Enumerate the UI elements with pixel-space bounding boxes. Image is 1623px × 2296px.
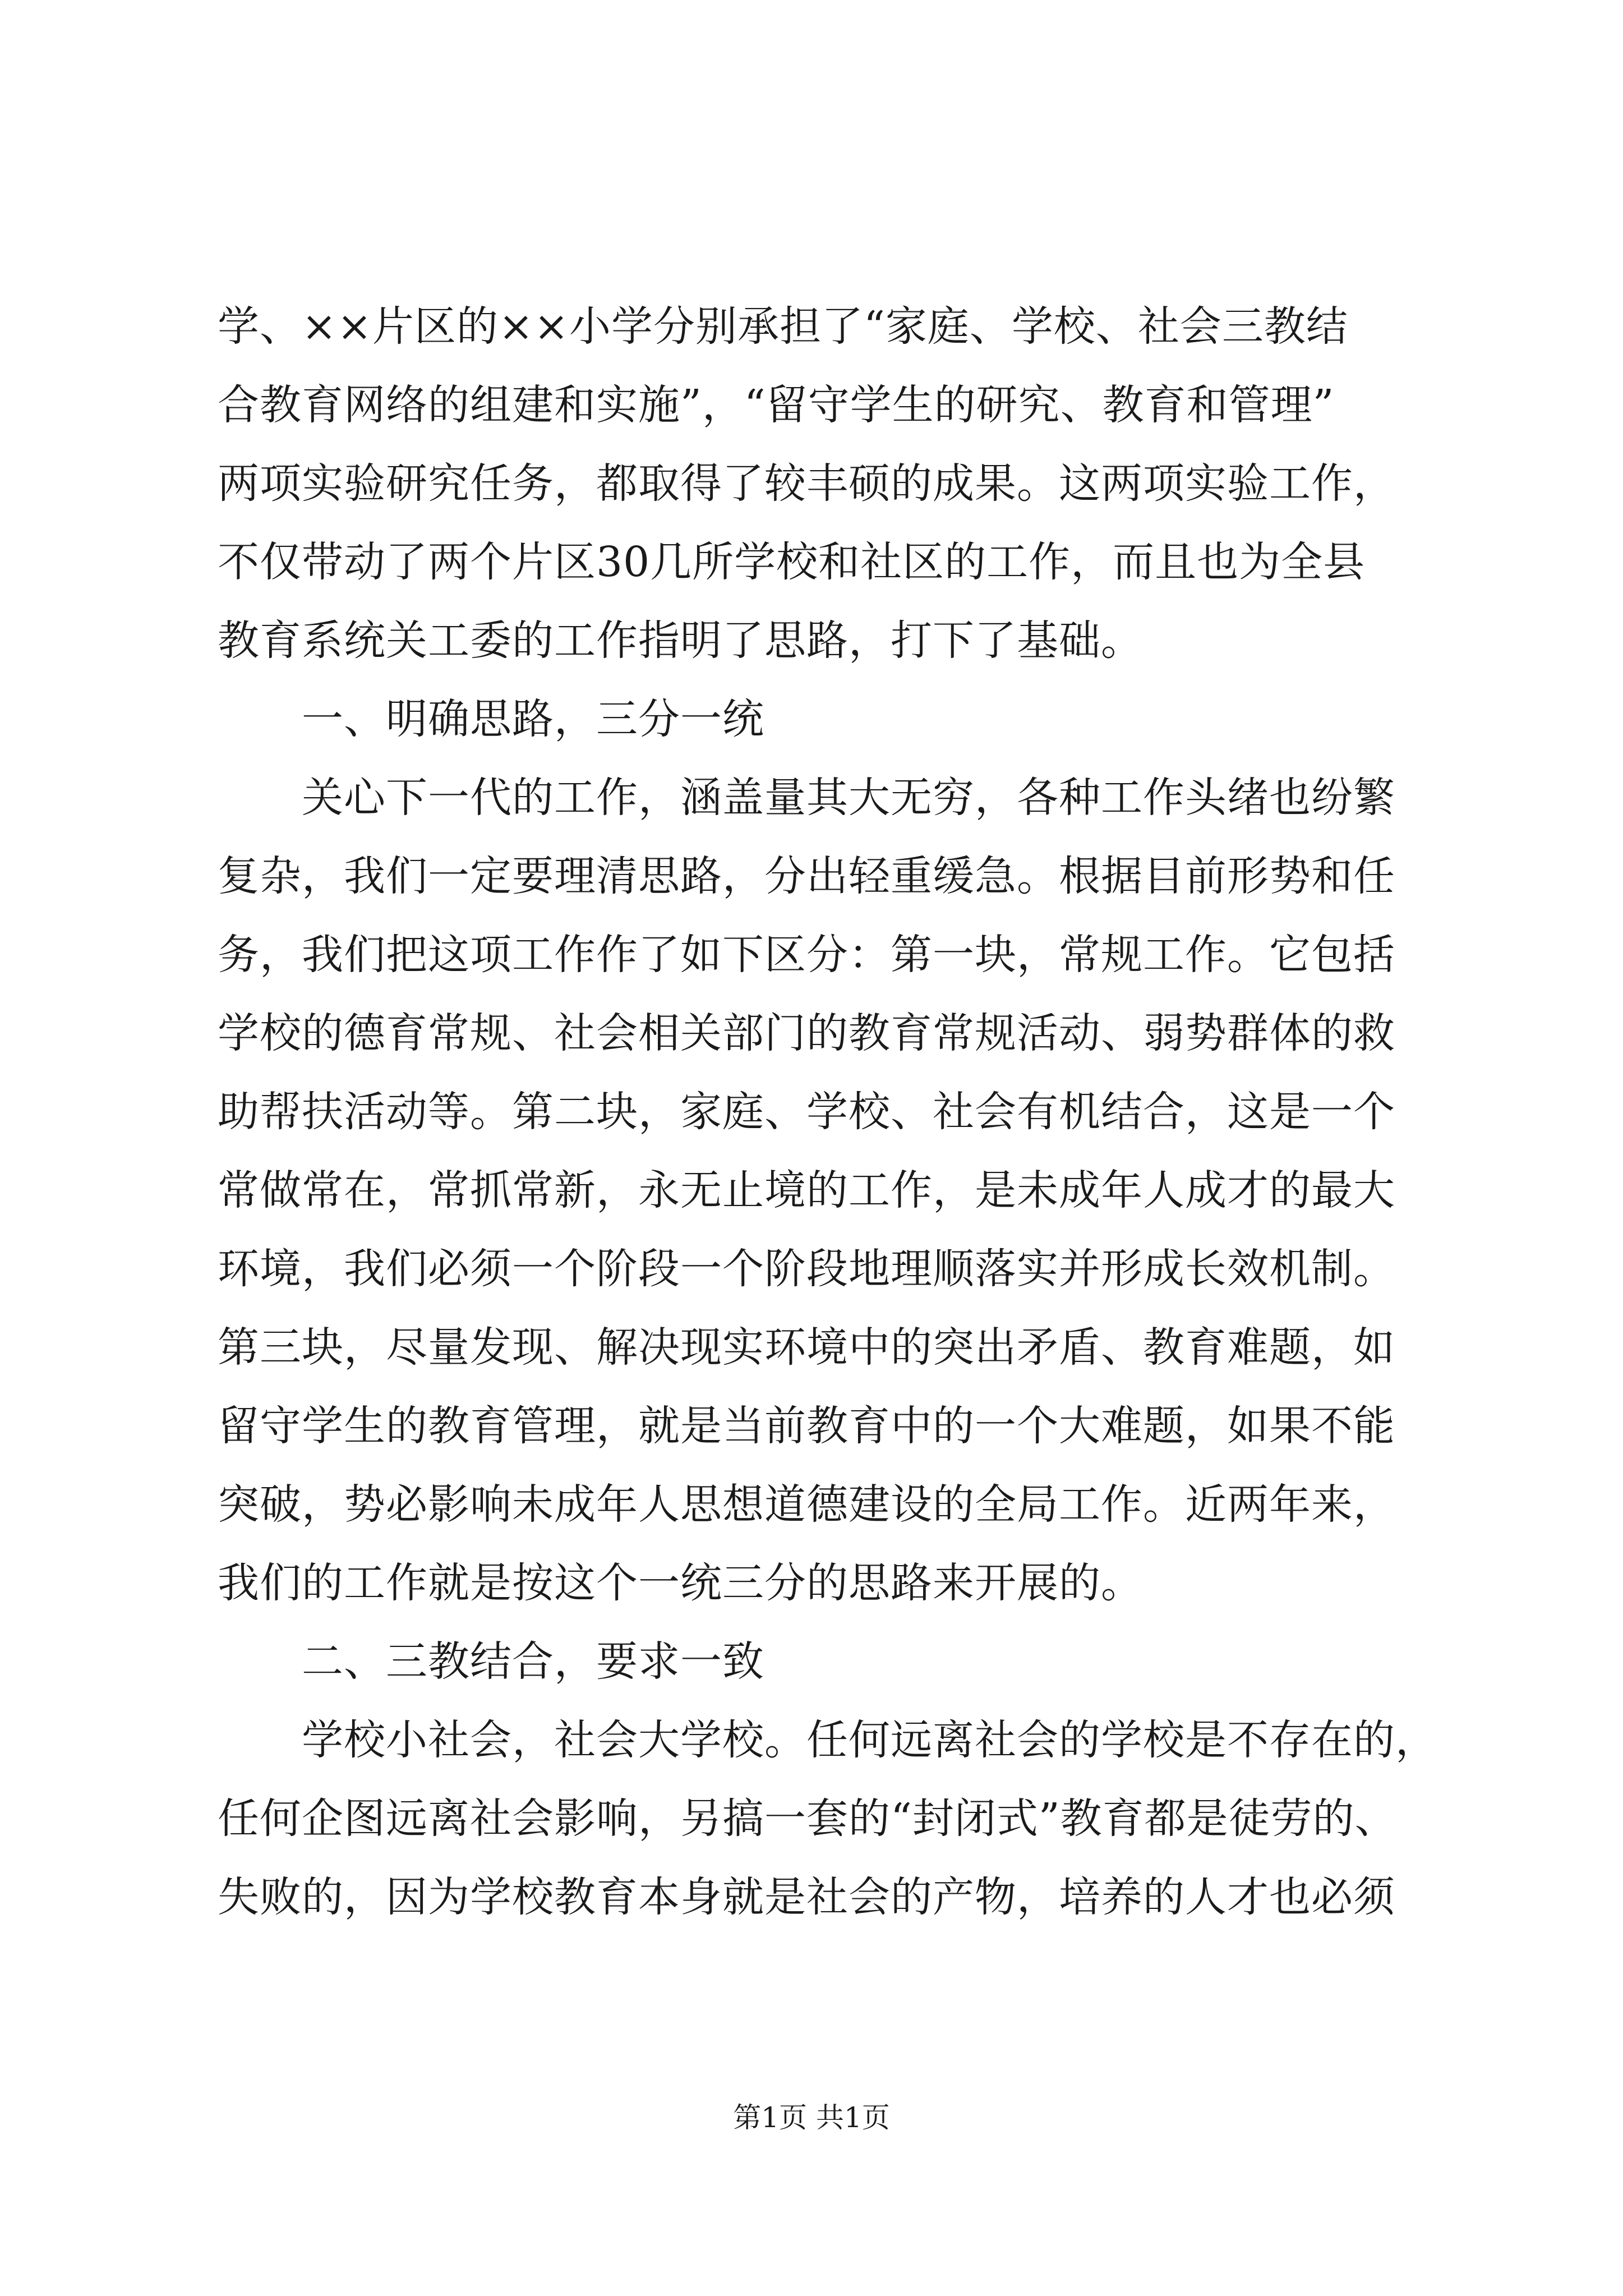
text-line: 学、××片区的××小学分别承担了“家庭、学校、社会三教结 — [218, 302, 1348, 351]
text-line: 学校的德育常规、社会相关部门的教育常规活动、弱势群体的救 — [218, 1009, 1395, 1057]
text-line: 合教育网络的组建和实施”，“留守学生的研究、教育和管理” — [218, 381, 1335, 429]
text-line: 突破，势必影响未成年人思想道德建设的全局工作。近两年来， — [218, 1480, 1395, 1529]
text-line: 助帮扶活动等。第二块，家庭、学校、社会有机结合，这是一个 — [218, 1088, 1395, 1136]
text-line: 第三块，尽量发现、解决现实环境中的突出矛盾、教育难题，如 — [218, 1323, 1395, 1372]
text-line: 任何企图远离社会影响，另搞一套的“封闭式”教育都是徒劳的、 — [218, 1795, 1397, 1843]
text-line: 复杂，我们一定要理清思路，分出轻重缓急。根据目前形势和任 — [218, 852, 1395, 900]
section-heading: 二、三教结合，要求一致 — [302, 1637, 764, 1686]
text-line: 常做常在，常抓常新，永无止境的工作，是未成年人成才的最大 — [218, 1166, 1395, 1214]
text-line: 失败的，因为学校教育本身就是社会的产物，培养的人才也必须 — [218, 1873, 1395, 1921]
page-footer: 第1页 共1页 — [733, 2101, 890, 2134]
text-line: 关心下一代的工作，涵盖量其大无穷，各种工作头绪也纷繁 — [302, 774, 1395, 822]
section-heading: 一、明确思路，三分一统 — [302, 695, 764, 743]
text-line: 教育系统关工委的工作指明了思路，打下了基础。 — [218, 616, 1143, 665]
text-line: 务，我们把这项工作作了如下区分：第一块，常规工作。它包括 — [218, 931, 1395, 979]
text-line: 两项实验研究任务，都取得了较丰硕的成果。这两项实验工作， — [218, 459, 1395, 508]
text-line: 学校小社会，社会大学校。任何远离社会的学校是不存在的， — [302, 1716, 1437, 1764]
text-line: 我们的工作就是按这个一统三分的思路来开展的。 — [218, 1559, 1143, 1607]
text-line: 环境，我们必须一个阶段一个阶段地理顺落实并形成长效机制。 — [218, 1245, 1395, 1293]
text-line: 留守学生的教育管理，就是当前教育中的一个大难题，如果不能 — [218, 1402, 1395, 1450]
text-line: 不仅带动了两个片区30几所学校和社区的工作，而且也为全县 — [218, 538, 1366, 586]
